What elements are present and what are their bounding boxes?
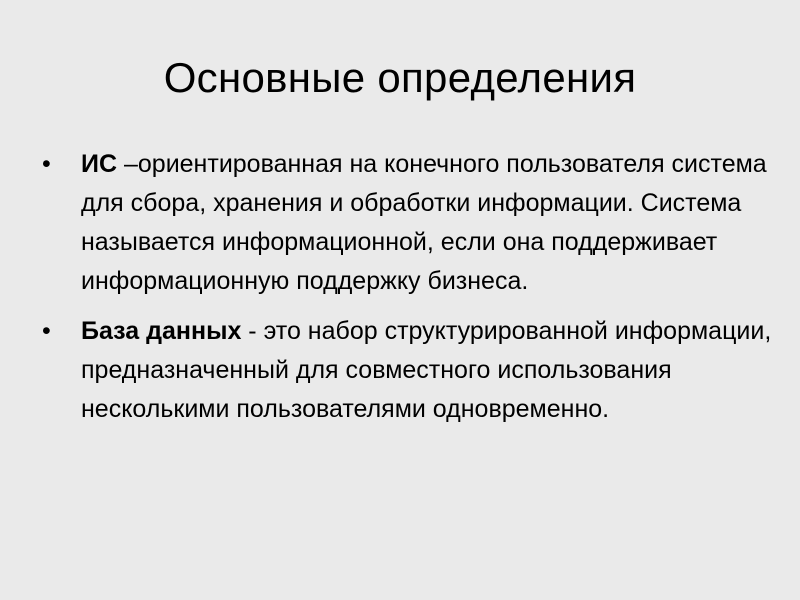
bullet-term: ИС — [81, 150, 118, 178]
bullet-icon: • — [42, 150, 51, 178]
bullet-text: –ориентированная на конечного пользователя система для сбора, хранения и обработки информации. Система называется информационной, если она поддерживает информационную поддержку бизнеса. — [81, 150, 767, 295]
bullet-list — [40, 145, 780, 440]
bullet-term: База данных — [81, 317, 242, 345]
bullet-text: - это набор структурированной информации, предназначенный для совместного использования несколькими пользователями одновременно. — [81, 317, 772, 423]
bullet-item-is — [40, 145, 780, 301]
bullet-icon: • — [42, 317, 51, 345]
slide-title: Основные определения — [163, 54, 637, 101]
bullet-item-database — [40, 312, 780, 429]
